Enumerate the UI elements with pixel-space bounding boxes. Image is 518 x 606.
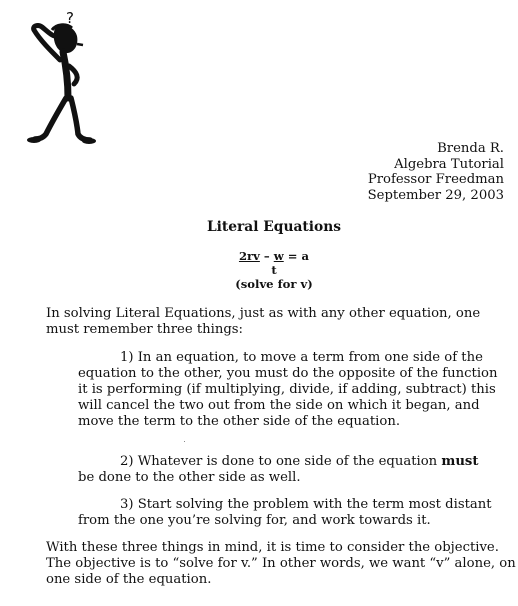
equation-minus: – [259, 249, 274, 263]
document-header [368, 141, 504, 203]
rule-two-text-end: be done to the other side as well. [78, 470, 301, 485]
equation-instruction: (solve for v) [235, 277, 313, 291]
equation-term-2rv: 2rv [238, 249, 260, 263]
rule-two-text-start: 2) Whatever is done to one side of the equation [120, 454, 442, 469]
document-date: September 29, 2003 [367, 187, 504, 203]
author-name: Brenda R. [437, 141, 504, 156]
objective-paragraph: With these three things in mind, it is time to consider the objective. The objective is to “solve for v.” In other words, we want “v” alone, on one side of the equation. [46, 540, 516, 587]
question-mark-icon: ? [66, 9, 74, 27]
equation-block [0, 249, 518, 291]
rule-one-paragraph: 1) In an equation, to move a term from one side of the equation to the other, you must do the opposite of the function it is performing (if multiplying, divide, if adding, subtract) this will cancel the two out from the side on which it began, and move the term to the other side of the equation. [78, 350, 498, 429]
equation-denominator: t [271, 263, 277, 277]
rule-three-paragraph: 3) Start solving the problem with the term most distant from the one you’re solving for, and work towards it. [78, 497, 492, 528]
scan-speck [184, 441, 185, 442]
course-name: Algebra Tutorial [394, 156, 504, 172]
rule-two-emphasis: must [441, 454, 479, 469]
rule-two-paragraph [78, 454, 498, 486]
instructor-name: Professor Freedman [367, 172, 504, 187]
page-title: Literal Equations [206, 219, 342, 235]
thinking-stick-figure-icon [22, 6, 102, 146]
equation-numerator-line [0, 249, 518, 263]
equation-equals: = a [283, 249, 310, 263]
intro-paragraph: In solving Literal Equations, just as with any other equation, one must remember three things: [46, 306, 481, 337]
equation-term-w: w [273, 249, 284, 263]
